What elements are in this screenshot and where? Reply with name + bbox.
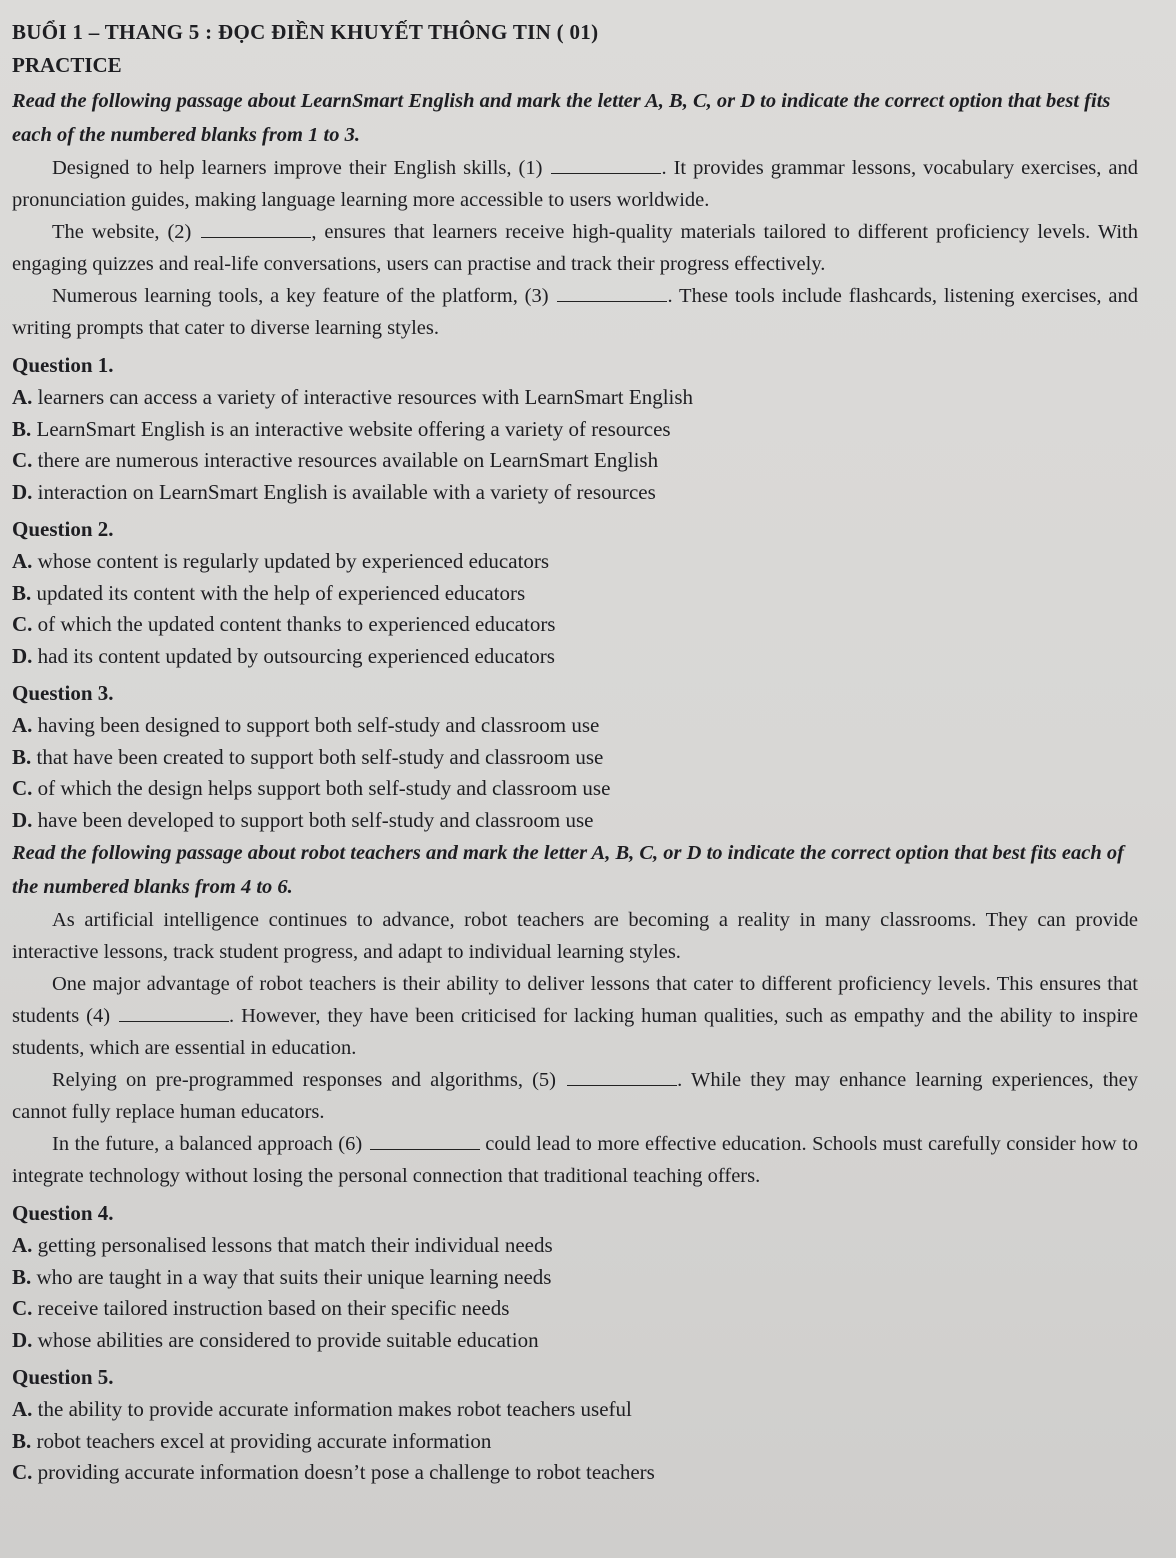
option-text: had its content updated by outsourcing experienced educators: [37, 643, 555, 668]
p2-3-text-b: . While they may enhance learning experiences, they cannot fully replace human educators.: [12, 1069, 1138, 1123]
answer-option[interactable]: [12, 445, 1138, 477]
page-title: BUỔI 1 – THANG 5 : ĐỌC ĐIỀN KHUYẾT THÔNG TIN ( 01): [12, 20, 599, 44]
passage1-instruction: Read the following passage about LearnSmart English and mark the letter A, B, C, or D to indicate the correct option that best fits each of the numbered blanks from 1 to 3.: [12, 90, 1111, 146]
option-letter: C.: [12, 1296, 33, 1320]
blank-3: [557, 300, 667, 302]
question-label: Question 1.: [12, 353, 114, 377]
answer-option[interactable]: [12, 641, 1138, 673]
option-letter: B.: [12, 1428, 32, 1453]
answer-option[interactable]: [12, 1293, 1138, 1325]
option-letter: D.: [12, 479, 33, 504]
answer-option[interactable]: [12, 1394, 1138, 1426]
answer-option[interactable]: [12, 805, 1138, 837]
option-text: receive tailored instruction based on their specific needs: [37, 1296, 510, 1320]
question-label: Question 5.: [12, 1365, 114, 1389]
option-letter: D.: [12, 643, 33, 668]
option-text: who are taught in a way that suits their unique learning needs: [36, 1264, 552, 1289]
p2-2-text-b: . However, they have been criticised for lacking human qualities, such as empathy and the ability to inspire students, which are essential in education.: [12, 1005, 1139, 1059]
option-text: having been designed to support both self-study and classroom use: [37, 713, 600, 737]
passage2-paragraph-3: [12, 1064, 1138, 1128]
option-letter: C.: [12, 448, 33, 472]
option-letter: A.: [12, 385, 33, 409]
answer-option[interactable]: [12, 1325, 1138, 1357]
option-text: providing accurate information doesn’t pose a challenge to robot teachers: [37, 1460, 655, 1484]
blank-6: [370, 1148, 480, 1150]
p2-2-text-a: One major advantage of robot teachers is their ability to deliver lessons that cater to different proficiency levels. This ensures that students (4): [12, 973, 1138, 1027]
passage2-paragraph-1: As artificial intelligence continues to advance, robot teachers are becoming a reality in many classrooms. They can provide interactive lessons, track student progress, and adapt to individual learning styles.: [12, 909, 1138, 963]
question-label: Question 3.: [12, 681, 114, 705]
answer-option[interactable]: [12, 1426, 1138, 1458]
option-letter: A.: [12, 1397, 33, 1421]
option-letter: A.: [12, 549, 33, 573]
option-text: interaction on LearnSmart English is available with a variety of resources: [37, 479, 656, 504]
option-letter: B.: [12, 416, 32, 441]
option-letter: C.: [12, 776, 33, 800]
answer-option[interactable]: [12, 609, 1138, 641]
p3-text-a: Numerous learning tools, a key feature of the platform, (3): [52, 285, 549, 307]
question-label: Question 2.: [12, 517, 114, 541]
question-label: Question 4.: [12, 1201, 114, 1225]
answer-option[interactable]: [12, 382, 1138, 414]
option-text: that have been created to support both self-study and classroom use: [36, 744, 604, 769]
p2-text-a: The website, (2): [52, 221, 192, 243]
option-text: have been developed to support both self-study and classroom use: [37, 807, 594, 832]
question-group-2: [12, 1198, 1138, 1489]
option-letter: D.: [12, 807, 33, 832]
option-text: whose content is regularly updated by experienced educators: [37, 549, 550, 573]
answer-option[interactable]: [12, 578, 1138, 610]
passage2-instruction: Read the following passage about robot teachers and mark the letter A, B, C, or D to indicate the correct option that best fits each of the numbered blanks from 4 to 6.: [12, 842, 1124, 898]
option-text: LearnSmart English is an interactive website offering a variety of resources: [36, 416, 671, 441]
passage2-paragraph-2: [12, 968, 1138, 1064]
option-letter: C.: [12, 1460, 33, 1484]
answer-option[interactable]: [12, 546, 1138, 578]
blank-1: [551, 172, 661, 174]
option-text: learners can access a variety of interactive resources with LearnSmart English: [37, 385, 694, 409]
option-letter: A.: [12, 713, 33, 737]
option-text: updated its content with the help of experienced educators: [36, 580, 526, 605]
blank-2: [201, 236, 311, 238]
blank-4: [119, 1020, 229, 1022]
passage2-paragraph-4: [12, 1128, 1138, 1192]
p2-3-text-a: Relying on pre-programmed responses and algorithms, (5): [52, 1069, 556, 1091]
p2-4-text-b: could lead to more effective education. Schools must carefully consider how to integrate technology without losing the personal connection that traditional teaching offers.: [12, 1133, 1139, 1187]
answer-option[interactable]: [12, 773, 1138, 805]
passage1-paragraph-1: [12, 152, 1138, 216]
option-letter: B.: [12, 744, 32, 769]
answer-option[interactable]: [12, 477, 1138, 509]
option-text: robot teachers excel at providing accurate information: [36, 1428, 492, 1453]
section-heading: PRACTICE: [12, 53, 122, 77]
option-letter: D.: [12, 1327, 33, 1352]
answer-option[interactable]: [12, 742, 1138, 774]
option-text: the ability to provide accurate information makes robot teachers useful: [37, 1397, 632, 1421]
answer-option[interactable]: [12, 1230, 1138, 1262]
option-text: whose abilities are considered to provide suitable education: [37, 1327, 539, 1352]
option-letter: C.: [12, 612, 33, 636]
option-text: there are numerous interactive resources available on LearnSmart English: [37, 448, 659, 472]
p2-text-b: , ensures that learners receive high-quality materials tailored to different proficiency levels. With engaging quizzes and real-life conversations, users can practise and track their progress effectively.: [12, 221, 1138, 275]
blank-5: [567, 1084, 677, 1086]
passage1-paragraph-2: [12, 216, 1138, 280]
answer-option[interactable]: [12, 710, 1138, 742]
option-letter: B.: [12, 580, 32, 605]
option-letter: A.: [12, 1233, 33, 1257]
answer-option[interactable]: [12, 1262, 1138, 1294]
answer-option[interactable]: [12, 414, 1138, 446]
option-text: of which the updated content thanks to experienced educators: [37, 612, 556, 636]
option-text: of which the design helps support both self-study and classroom use: [37, 776, 611, 800]
p1-text-a: Designed to help learners improve their English skills, (1): [52, 157, 543, 179]
p1-text-b: . It provides grammar lessons, vocabulary exercises, and pronunciation guides, making language learning more accessible to users worldwide.: [12, 157, 1139, 211]
option-text: getting personalised lessons that match their individual needs: [37, 1233, 553, 1257]
option-letter: B.: [12, 1264, 32, 1289]
p2-4-text-a: In the future, a balanced approach (6): [52, 1133, 363, 1155]
answer-option[interactable]: [12, 1457, 1138, 1489]
question-group-1: [12, 350, 1138, 836]
p3-text-b: . These tools include flashcards, listening exercises, and writing prompts that cater to diverse learning styles.: [12, 285, 1139, 339]
passage1-paragraph-3: [12, 280, 1138, 344]
